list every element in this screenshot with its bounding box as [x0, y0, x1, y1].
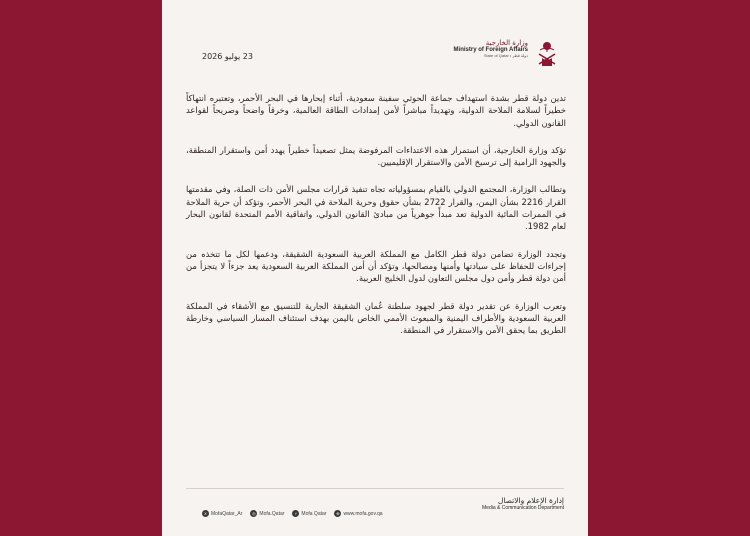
instagram-icon: ◎ — [252, 511, 256, 516]
facebook-icon: f — [292, 510, 299, 517]
department-name-en: Media & Communication Department — [482, 505, 564, 512]
ministry-name-ar: وزارة الخارجية — [485, 39, 528, 47]
department-label — [482, 496, 564, 512]
qatar-emblem-icon — [536, 40, 558, 68]
paragraph-3: وتطالب الوزارة، المجتمع الدولي بالقيام بمسؤولياته تجاه تنفيذ قرارات مجلس الأمن ذات الصلة، وفي مقدمتها القرار 2216 بشأن اليمن، والقرار 2722 بشأن حقوق وحرية الملاحة في البحر الأحمر، وتؤكد أن حرية الملاحة في الممرات المائية الدولية تعد مبدأً جوهرياً من مبادئ القانون الدولي، واتفاقية الأمم المتحدة لقانون البحار لعام 1982. — [186, 184, 566, 232]
page-header — [162, 40, 588, 80]
paragraph-5: وتعرب الوزارة عن تقدير دولة قطر لجهود سلطنة عُمان الشقيقة الجارية للتنسيق مع الأشقاء في المملكة العربية السعودية والأطراف اليمنية والمبعوث الأممي الخاص باليمن بهدف استئناف المسار السياسي وخارطة الطريق بما يحقق الأمن والاستقرار في المنطقة. — [186, 300, 566, 336]
paragraph-1: تدين دولة قطر بشدة استهداف جماعة الحوثي سفينة سعودية، أثناء إبحارها في البحر الأحمر، وتعتبره انتهاكاً خطيراً لسلامة الملاحة الدولية، وتهديداً مباشراً لأمن إمدادات الطاقة العالمية، وخرقاً واضحاً وصريحاً لقواعد القانون الدولي. — [186, 93, 566, 128]
department-name-ar: إدارة الإعلام والاتصال — [497, 496, 564, 505]
ministry-name-en: Ministry of Foreign Affairs — [453, 47, 528, 54]
ministry-logo-text — [454, 40, 528, 58]
social-instagram-label: Mofa.Qatar — [259, 510, 285, 517]
statement-date: 23 يوليو 2026 — [202, 52, 253, 61]
statement-page — [162, 0, 588, 536]
social-links — [202, 510, 383, 517]
paragraph-2: تؤكد وزارة الخارجية، أن استمرار هذه الاعتداءات المرفوضة يمثل تصعيداً خطيراً يهدد أمن واستقرار المنطقة، والجهود الرامية إلى ترسيخ الأمن والاستقرار الإقليميين. — [186, 144, 566, 168]
social-x[interactable] — [202, 510, 242, 517]
footer-divider — [186, 488, 564, 489]
social-instagram[interactable] — [250, 510, 284, 517]
paragraph-4: وتجدد الوزارة تضامن دولة قطر الكامل مع المملكة العربية السعودية الشقيقة، ودعمها لكل ما تتخذه من إجراءات للحفاظ على سيادتها وأمنها ومصالحها، وتؤكد أن أمن المملكة العربية السعودية يعد جزءاً لا يتجزأ من أمن دولة قطر وأمن دول مجلس التعاون لدول الخليج العربية. — [186, 248, 566, 284]
social-website[interactable] — [334, 510, 382, 517]
ministry-logo — [438, 40, 558, 82]
statement-body — [186, 92, 566, 351]
social-facebook-label: Mofa Qatar — [301, 510, 327, 517]
social-website-label: www.mofa.gov.qa — [343, 510, 383, 517]
page-footer — [162, 488, 588, 528]
social-facebook[interactable] — [292, 510, 326, 517]
x-icon: X — [202, 510, 209, 517]
social-x-label: MofaQatar_Ar — [211, 510, 243, 517]
globe-icon: ⊕ — [336, 511, 340, 516]
state-name: State of Qatar • دولة قطر — [483, 52, 528, 58]
